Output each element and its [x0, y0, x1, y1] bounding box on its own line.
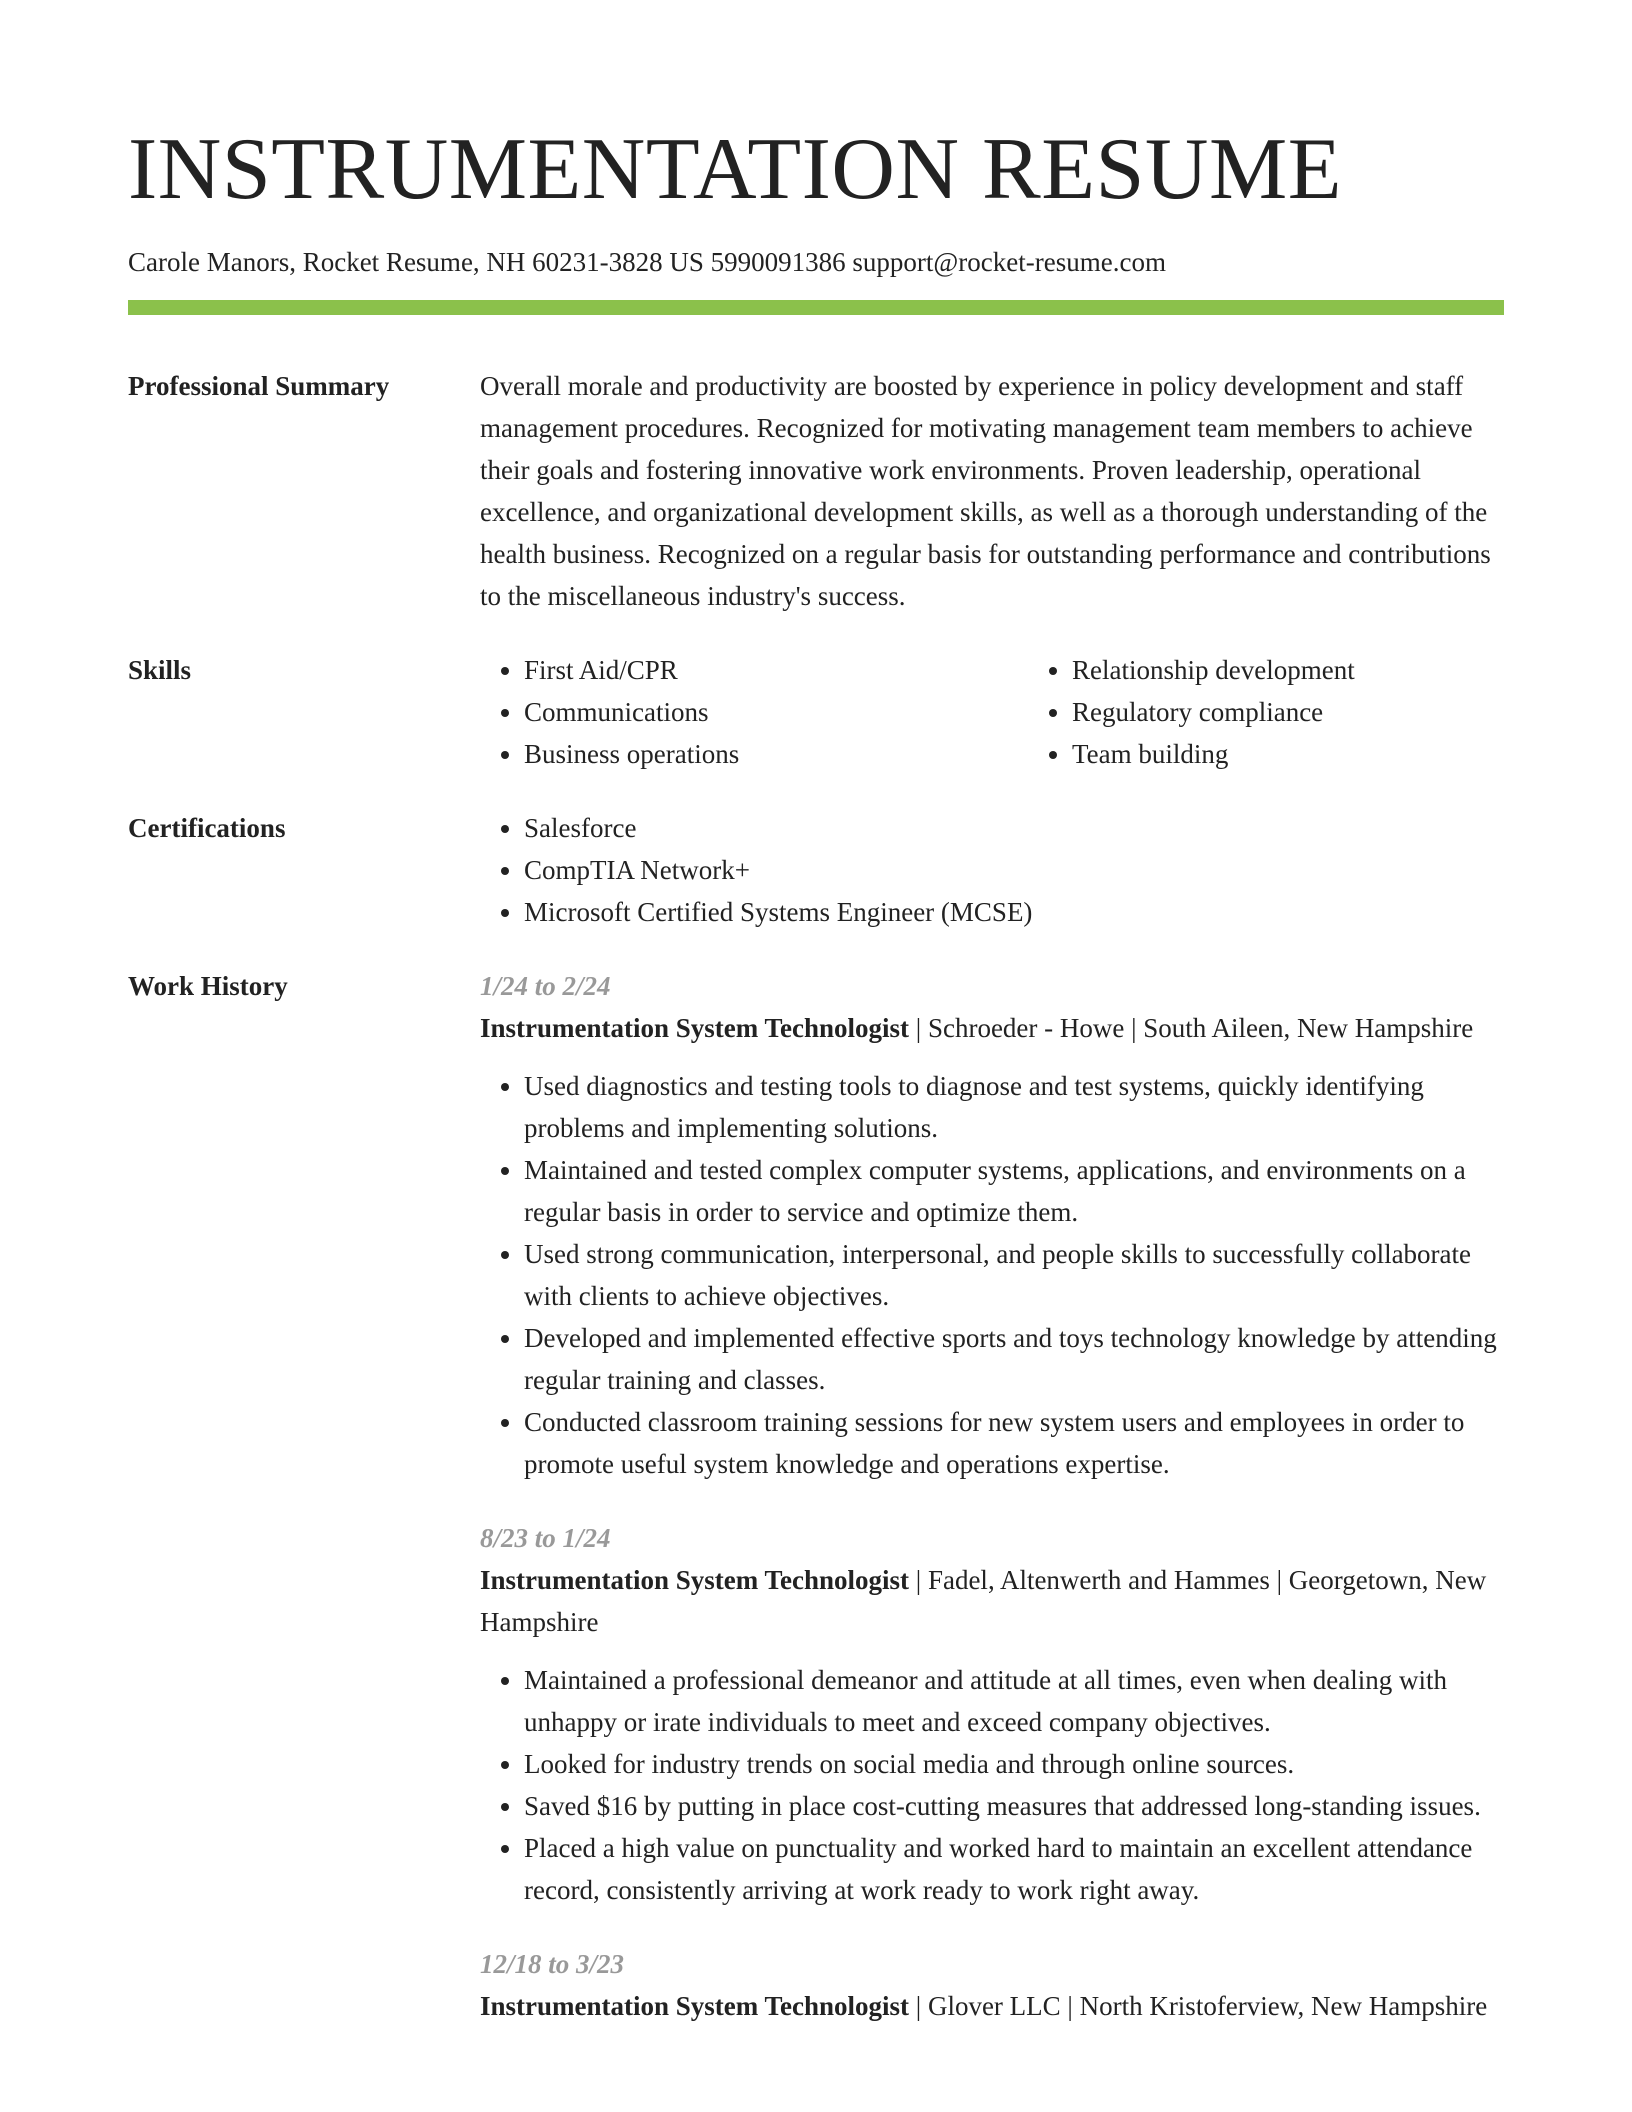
skill-item: • Team building: [1072, 733, 1576, 775]
skills-section: [128, 649, 1504, 775]
section-label-skills: Skills: [128, 655, 192, 685]
certifications-list: [480, 807, 1504, 933]
skills-list-left: [480, 649, 1028, 775]
job-bullet: • Maintained a professional demeanor and attitude at all times, even when dealing with unhappy or irate individuals to meet and exceed company objectives.: [524, 1659, 1504, 1743]
job-bullet: • Looked for industry trends on social media and through online sources.: [524, 1743, 1504, 1785]
job-bullet: • Used diagnostics and testing tools to diagnose and test systems, quickly identifying problems and implementing solutions.: [524, 1065, 1504, 1149]
certification-item: • Microsoft Certified Systems Engineer (MCSE): [524, 891, 1504, 933]
certifications-section: [128, 807, 1504, 933]
job-employer-location: | Fadel, Altenwerth and Hammes | Georgetown, New Hampshire: [480, 1565, 1487, 1637]
job-title: Instrumentation System Technologist: [480, 1013, 910, 1043]
job-heading: [480, 1007, 1504, 1049]
job-bullets: [480, 1659, 1504, 1911]
job-dates: 12/18 to 3/23: [480, 1949, 625, 1979]
certifications-body: [480, 807, 1504, 933]
job-dates: 1/24 to 2/24: [480, 971, 611, 1001]
skill-item: • Business operations: [524, 733, 1028, 775]
job-bullet: • Placed a high value on punctuality and worked hard to maintain an excellent attendance record, consistently arriving at work ready to work right away.: [524, 1827, 1504, 1911]
job-bullet: • Developed and implemented effective sports and toys technology knowledge by attending regular training and classes.: [524, 1317, 1504, 1401]
job-bullet: • Maintained and tested complex computer systems, applications, and environments on a regular basis in order to service and optimize them.: [524, 1149, 1504, 1233]
job-entry: [480, 1517, 1504, 1911]
skill-item: • Communications: [524, 691, 1028, 733]
job-employer-location: | Schroeder - Howe | South Aileen, New Hampshire: [909, 1013, 1474, 1043]
job-heading: [480, 1985, 1504, 2027]
work-history-section: [128, 965, 1504, 2059]
job-bullet: • Conducted classroom training sessions for new system users and employees in order to promote useful system knowledge and operations expertise.: [524, 1401, 1504, 1485]
summary-body: [480, 365, 1504, 617]
skill-item: • Relationship development: [1072, 649, 1576, 691]
skill-item: • First Aid/CPR: [524, 649, 1028, 691]
skills-body: [480, 649, 1576, 775]
certification-item: • CompTIA Network+: [524, 849, 1504, 891]
summary-text: Overall morale and productivity are boosted by experience in policy development and staff management procedures. Recognized for motivating management team members to achieve their goals and fostering innovative work environments. Proven leadership, operational excellence, and organizational development skills, as well as a thorough understanding of the health business. Recognized on a regular basis for outstanding performance and contributions to the miscellaneous industry's success.: [480, 371, 1491, 611]
resume-page: [128, 0, 1504, 2059]
summary-section: [128, 365, 1504, 617]
contact-line: Carole Manors, Rocket Resume, NH 60231-3828 US 5990091386 support@rocket-resume.com: [128, 247, 1166, 277]
skills-list-right: [1028, 649, 1576, 775]
job-title: Instrumentation System Technologist: [480, 1991, 910, 2021]
job-dates: 8/23 to 1/24: [480, 1523, 611, 1553]
work-history-body: [480, 965, 1504, 2059]
section-label-work-history: Work History: [128, 971, 288, 1001]
job-entry: [480, 1943, 1504, 2027]
section-label-summary: Professional Summary: [128, 371, 390, 401]
job-employer-location: | Glover LLC | North Kristoferview, New Hampshire: [909, 1991, 1488, 2021]
header-divider: [128, 300, 1504, 315]
resume-title: INSTRUMENTATION RESUME: [128, 121, 1342, 218]
job-bullet: • Saved $16 by putting in place cost-cutting measures that addressed long-standing issues.: [524, 1785, 1504, 1827]
certification-item: • Salesforce: [524, 807, 1504, 849]
job-title: Instrumentation System Technologist: [480, 1565, 910, 1595]
job-heading: [480, 1559, 1504, 1643]
section-label-certifications: Certifications: [128, 813, 286, 843]
job-bullets: [480, 1065, 1504, 1485]
job-entry: [480, 965, 1504, 1485]
job-bullet: • Used strong communication, interpersonal, and people skills to successfully collaborate with clients to achieve objectives.: [524, 1233, 1504, 1317]
skill-item: • Regulatory compliance: [1072, 691, 1576, 733]
